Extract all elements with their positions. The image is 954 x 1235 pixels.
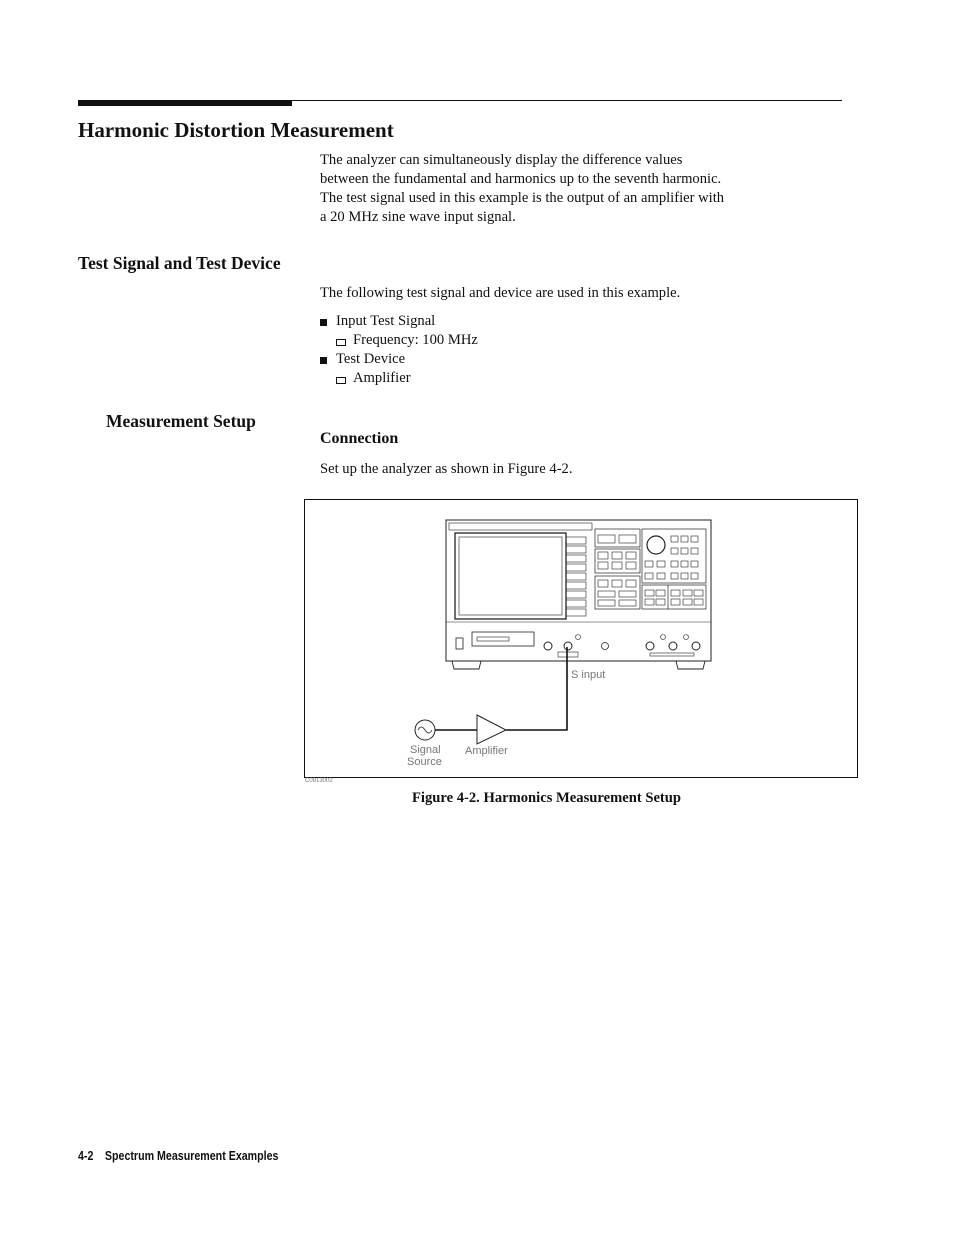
signal-source-label: Source — [407, 756, 442, 768]
intro-line: between the fundamental and harmonics up to the seventh harmonic. — [320, 171, 722, 187]
figure-code: C0913002 — [305, 778, 333, 784]
list-item: Test Device — [320, 350, 478, 369]
list-subitem: Frequency: 100 MHz — [320, 331, 478, 350]
setup-text: Set up the analyzer as shown in Figure 4-2. — [320, 461, 573, 477]
signal-source-icon — [415, 720, 435, 740]
section-heading-test: Test Signal and Test Device — [78, 253, 281, 273]
intro-line: a 20 MHz sine wave input signal. — [320, 209, 516, 225]
list-item: Input Test Signal — [320, 312, 478, 331]
subheading-connection: Connection — [320, 430, 399, 447]
chapter-title: Spectrum Measurement Examples — [104, 1148, 279, 1163]
connection-cable — [435, 647, 567, 730]
input-label: S input — [571, 669, 606, 681]
amplifier-icon — [477, 715, 506, 744]
intro-line: The test signal used in this example is the output of an amplifier with — [320, 190, 725, 206]
section-heading-setup: Measurement Setup — [106, 411, 256, 431]
page-footer — [78, 1148, 278, 1163]
page-title: Harmonic Distortion Measurement — [78, 118, 394, 142]
page-number: 4-2 — [78, 1148, 94, 1163]
list-subitem: Amplifier — [320, 369, 478, 388]
analyzer-icon — [446, 520, 711, 669]
figure-caption: Figure 4-2. Harmonics Measurement Setup — [412, 790, 682, 806]
amplifier-label: Amplifier — [465, 745, 508, 757]
signal-source-label: Signal — [410, 744, 441, 756]
intro-line: The analyzer can simultaneously display the difference values — [320, 152, 683, 168]
test-lead-text: The following test signal and device are used in this example. — [320, 285, 681, 301]
